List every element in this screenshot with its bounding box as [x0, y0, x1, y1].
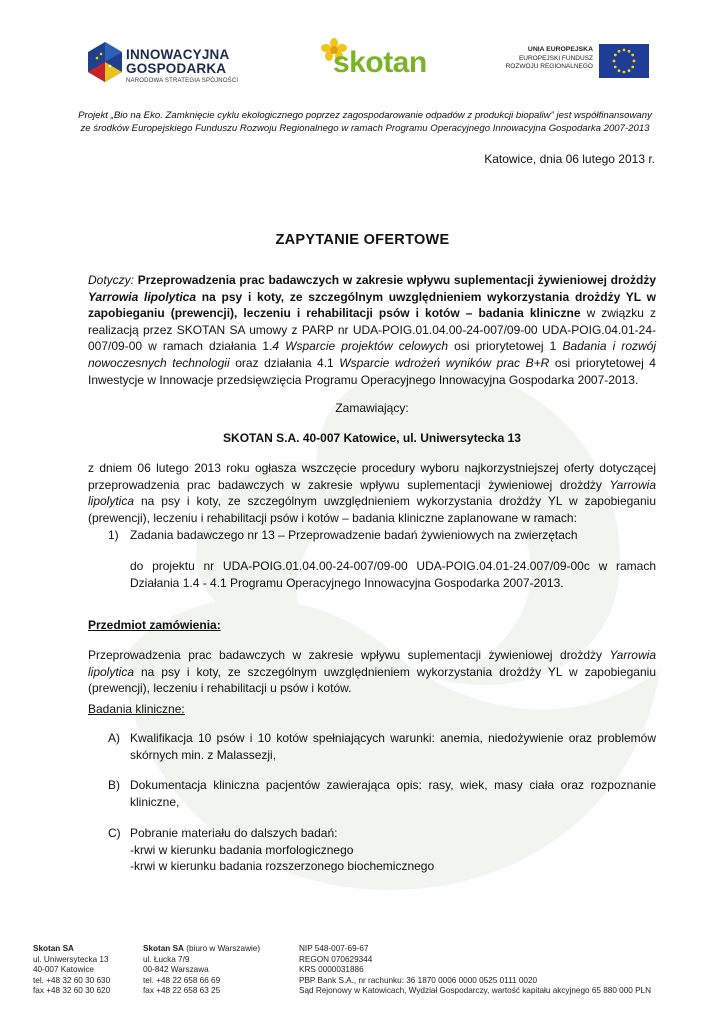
task-item-text: Zadania badawczego nr 13 – Przeprowadzenie badań żywieniowych na zwierzętach	[130, 528, 578, 542]
footer-company-name: Skotan SA	[143, 944, 184, 953]
list-item-marker: C)	[108, 826, 121, 840]
eu-flag-icon	[599, 44, 649, 78]
dotyczy-bold1: Przeprowadzenia prac badawczych w zakresie wpływu suplementacji żywieniowej drożdży	[137, 273, 656, 287]
list-subitem: -krwi w kierunku badania rozszerzonego biochemicznego	[130, 859, 435, 874]
footer-city: 40-007 Katowice	[33, 965, 94, 975]
list-item	[108, 777, 656, 810]
footer-fax: fax +48 22 658 63 25	[143, 986, 221, 996]
dotyczy-paragraph	[88, 272, 656, 388]
eu-logo	[505, 44, 650, 80]
dotyczy-t2: osi priorytetowej 1	[454, 339, 557, 354]
badania-heading: Badania kliniczne:	[88, 702, 185, 716]
projekt-paragraph	[130, 558, 656, 591]
project-note-line2: ze środków Europejskiego Funduszu Rozwoju Regionalnego w ramach Programu Operacyjnego Innowacyjna Gospodarka 2007-2013	[80, 122, 650, 134]
przedmiot-species: Yarrowia lipolytica	[88, 648, 656, 679]
footer-city: 00-842 Warszawa	[143, 965, 209, 975]
list-item-marker: A)	[108, 731, 120, 745]
footer-address: ul. Uniwersytecka 13	[33, 954, 109, 964]
footer-col-hq	[33, 944, 110, 997]
footer-office-label: (biuro w Warszawie)	[183, 944, 261, 953]
list-item-text: Kwalifikacja 10 psów i 10 kotów spełniających warunki: anemia, niedożywienie oraz problemów skórnych min. z Malassezji,	[130, 731, 656, 762]
document-date: Katowice, dnia 06 lutego 2013 r.	[484, 152, 655, 166]
project-note-line1: Projekt „Bio na Eko. Zamknięcie cyklu ekologicznego poprzez zagospodarowanie odpadów z produkcji biopaliw” jest współfinansowany	[78, 110, 652, 121]
dotyczy-species: Yarrowia lipolytica	[88, 289, 197, 304]
dotyczy-t1: w związku z realizacją przez SKOTAN SA umowy z PARP nr UDA-POIG.01.04.00-24-007/09-00 UDA-POIG.04.01-24-007/09-00 w ramach działania 1.	[88, 306, 656, 354]
skotan-logo	[316, 38, 440, 84]
eu-line1: UNIA EUROPEJSKA	[527, 46, 593, 53]
footer-court: Sąd Rejonowy w Katowicach, Wydział Gospodarczy, wartość kapitału akcyjnego 65 880 000 PLN	[299, 986, 652, 996]
list-item	[108, 825, 656, 875]
przedmiot-heading: Przedmiot zamówienia:	[88, 618, 221, 632]
intro-paragraph	[88, 460, 656, 526]
przedmiot-paragraph	[88, 647, 656, 697]
eu-line2: EUROPEJSKI FUNDUSZ	[518, 54, 593, 62]
dotyczy-i3: Wsparcie wdrożeń wyników prac B+R	[339, 355, 550, 370]
list-item-text: Dokumentacja kliniczna pacjentów zawierająca opis: rasy, wiek, masy ciała oraz rozpoznanie kliniczne,	[130, 778, 656, 809]
innowacyjna-gospodarka-emblem-icon	[88, 42, 122, 82]
intro-t1: z dniem 06 lutego 2013 roku ogłasza wszczęcie procedury wyboru najkorzystniejszej oferty dotyczącej przeprowadzenia prac badawczych w zakresie wpływu suplementacji żywieniowej drożdży	[88, 461, 656, 492]
projekt-line2: Działania 1.4 - 4.1 Programu Operacyjnego Innowacyjna Gospodarka 2007-2013.	[130, 575, 564, 590]
skotan-wordmark: skotan	[333, 46, 427, 79]
przedmiot-t2: na psy i koty, ze szczególnym uwzględnieniem wykorzystania drożdży YL w zapobieganiu (prewencji), leczeniu i rehabilitacji u psów i kotów.	[88, 664, 656, 696]
footer-bank: PBP Bank S.A., nr rachunku: 36 1870 0006 0000 0525 0111 0020	[299, 975, 538, 985]
logo-ig-subtitle: NARODOWA STRATEGIA SPÓJNOŚCI	[126, 78, 239, 84]
footer-regon: REGON 070629344	[299, 954, 373, 964]
footer-company-name: Skotan SA	[33, 944, 74, 953]
dotyczy-t3: oraz działania 4.1	[235, 355, 334, 370]
list-item-text: Pobranie materiału do dalszych badań:	[130, 826, 338, 840]
list-subitem: -krwi w kierunku badania morfologicznego	[130, 842, 354, 857]
intro-species: Yarrowia lipolytica	[88, 477, 656, 509]
dotyczy-i1: 4 Wsparcie projektów celowych	[272, 339, 449, 354]
footer-col-registry	[299, 944, 651, 997]
project-note	[70, 110, 660, 135]
dotyczy-bold2: na psy i koty, ze szczególnym uwzględnieniem wykorzystania drożdży YL w zapobieganiu (prewencji), leczeniu i rehabilitacji psów i kotów – badania kliniczne	[88, 289, 656, 321]
zamawiajacy-label: Zamawiający:	[335, 401, 409, 415]
logo-ig-line1: INNOWACYJNA	[126, 47, 230, 62]
list-item	[108, 730, 656, 763]
footer-fax: fax +48 32 60 30 620	[33, 986, 111, 996]
footer-address: ul. Łucka 7/9	[143, 954, 190, 964]
eu-line3: ROZWOJU REGIONALNEGO	[505, 63, 593, 70]
footer-krs: KRS 0000031886	[299, 965, 364, 975]
footer-nip: NIP 548-007-69-67	[299, 944, 369, 953]
dotyczy-label: Dotyczy:	[88, 273, 135, 287]
projekt-line1: do projektu nr UDA-POIG.01.04.00-24-007/09-00 UDA-POIG.04.01-24.007/09-00c w ramach	[130, 559, 656, 573]
footer-col-warsaw	[143, 944, 260, 997]
dotyczy-t4: osi priorytetowej 4 Inwestycje w Innowacje przedsięwzięcia Programu Operacyjnego Innowacyjna Gospodarka 2007-2013.	[88, 355, 656, 387]
footer-phone: tel. +48 32 60 30 630	[33, 975, 111, 985]
footer-phone: tel. +48 22 658 66 69	[143, 975, 221, 985]
innowacyjna-gospodarka-logo	[88, 38, 268, 88]
zamawiajacy-name: SKOTAN S.A. 40-007 Katowice, ul. Uniwersytecka 13	[223, 431, 521, 445]
intro-t2: na psy i koty, ze szczególnym uwzględnieniem wykorzystania drożdży YL w zapobieganiu (prewencji), leczeniu i rehabilitacji psów i kotów – badania kliniczne zaplanowane w ramach:	[88, 494, 656, 525]
list-item-marker: B)	[108, 778, 120, 792]
task-item-marker: 1)	[108, 528, 119, 542]
dotyczy-i2: Badania i rozwój nowoczesnych technologii	[88, 339, 656, 370]
logo-ig-line2: GOSPODARKA	[126, 61, 227, 76]
przedmiot-t1: Przeprowadzenia prac badawczych w zakresie wpływu suplementacji żywieniowej drożdży	[88, 648, 603, 662]
document-title: ZAPYTANIE OFERTOWE	[275, 232, 450, 248]
